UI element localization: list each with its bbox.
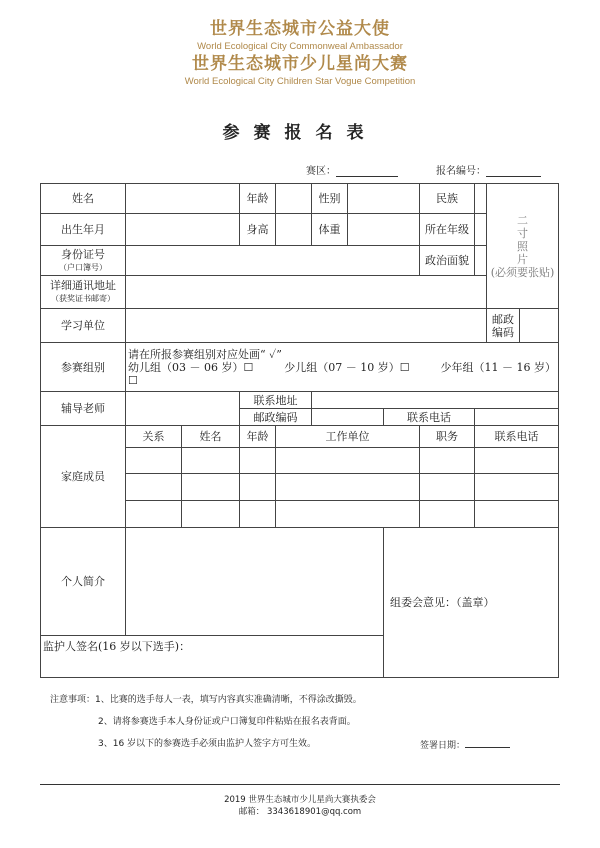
family-cell[interactable] — [276, 448, 420, 474]
group-teen-option[interactable]: 少年组（11 － 16 岁） — [440, 360, 556, 374]
tutor-postcode-label: 邮政编码 — [240, 409, 312, 426]
family-label: 家庭成员 — [41, 426, 126, 528]
ethnicity-field[interactable] — [475, 184, 487, 214]
weight-label: 体重 — [312, 214, 348, 246]
birth-field[interactable] — [126, 214, 240, 246]
contact-address-field[interactable] — [312, 392, 559, 409]
registration-number-label: 报名编号： — [436, 166, 486, 177]
weight-field[interactable] — [348, 214, 420, 246]
committee-opinion-label: 组委会意见：（盖章） — [390, 596, 495, 609]
address-label — [41, 276, 126, 309]
tutor-phone-field[interactable] — [475, 409, 559, 426]
school-field[interactable] — [126, 309, 487, 343]
header — [0, 18, 600, 88]
note-1: 注意事项：1、比赛的选手每人一表，填写内容真实准确清晰，不得涂改撕毁。 — [50, 695, 362, 705]
grade-label: 所在年级 — [420, 214, 475, 246]
family-header-name: 姓名 — [182, 426, 240, 448]
photo-box[interactable] — [487, 184, 559, 309]
family-cell[interactable] — [276, 501, 420, 528]
family-cell[interactable] — [240, 474, 276, 501]
family-cell[interactable] — [475, 474, 559, 501]
note-3: 3、16 岁以下的参赛选手必须由监护人签字方可生效。 — [98, 739, 317, 749]
form-title: 参赛报名表 — [222, 123, 378, 143]
guardian-signature-label: 监护人签名(16 岁以下选手)： — [43, 640, 191, 653]
birth-label: 出生年月 — [41, 214, 126, 246]
sign-date-label: 签署日期： — [420, 741, 466, 751]
height-label: 身高 — [240, 214, 276, 246]
photo-char-4: 片 — [517, 252, 528, 266]
id-number-hint: （户口簿号） — [59, 262, 107, 272]
header-title-en: World Ecological City Commonweal Ambassador — [197, 41, 403, 52]
family-cell[interactable] — [420, 501, 475, 528]
school-label: 学习单位 — [41, 309, 126, 343]
committee-opinion[interactable] — [384, 528, 559, 678]
name-label: 姓名 — [41, 184, 126, 214]
tutor-label: 辅导老师 — [41, 392, 126, 426]
address-hint: （获奖证书邮寄） — [51, 294, 115, 303]
photo-note: (必须要张贴) — [490, 265, 555, 279]
family-header-work: 工作单位 — [276, 426, 420, 448]
group-teen-checkbox[interactable]: ☐ — [128, 373, 138, 387]
family-header-age: 年龄 — [240, 426, 276, 448]
politics-label: 政治面貌 — [420, 246, 475, 276]
id-number-field[interactable] — [126, 246, 420, 276]
family-cell[interactable] — [126, 501, 182, 528]
family-cell[interactable] — [240, 501, 276, 528]
family-cell[interactable] — [276, 474, 420, 501]
grade-field[interactable] — [475, 214, 487, 246]
age-label: 年龄 — [240, 184, 276, 214]
family-cell[interactable] — [182, 474, 240, 501]
tutor-field[interactable] — [126, 392, 240, 426]
group-instruction: 请在所报参赛组别对应处画“ ✓” — [128, 347, 282, 361]
footer-email: 邮箱： 3343618901@qq.com — [238, 807, 362, 817]
politics-field[interactable] — [475, 246, 487, 276]
footer — [0, 794, 600, 818]
notes — [50, 689, 362, 755]
footer-divider — [40, 784, 560, 785]
group-junior-option[interactable]: 少儿组（07 － 10 岁）☐ — [284, 360, 410, 374]
photo-char-3: 照 — [517, 239, 528, 253]
gender-field[interactable] — [348, 184, 420, 214]
photo-char-1: 二 — [517, 213, 528, 227]
family-cell[interactable] — [420, 448, 475, 474]
registration-form — [40, 183, 559, 678]
postcode-field[interactable] — [520, 309, 559, 343]
name-field[interactable] — [126, 184, 240, 214]
bio-label: 个人简介 — [41, 528, 126, 636]
family-header-phone: 联系电话 — [475, 426, 559, 448]
family-cell[interactable] — [475, 448, 559, 474]
tutor-phone-label: 联系电话 — [384, 409, 475, 426]
contact-address-label: 联系地址 — [240, 392, 312, 409]
id-number-label-text: 身份证号 — [61, 247, 105, 261]
header-title-cn: 世界生态城市公益大使 — [210, 19, 390, 39]
division-field[interactable] — [306, 162, 398, 177]
family-cell[interactable] — [420, 474, 475, 501]
group-young-option[interactable]: 幼儿组（03 － 06 岁）☐ — [128, 360, 254, 374]
footer-org: 2019 世界生态城市少儿星尚大赛执委会 — [224, 795, 376, 805]
postcode-label: 邮政编码 — [487, 309, 520, 343]
family-cell[interactable] — [475, 501, 559, 528]
registration-number-field[interactable] — [436, 162, 541, 177]
address-field[interactable] — [126, 276, 487, 309]
age-field[interactable] — [276, 184, 312, 214]
family-cell[interactable] — [126, 448, 182, 474]
family-cell[interactable] — [240, 448, 276, 474]
tutor-postcode-field[interactable] — [312, 409, 384, 426]
address-label-text: 详细通讯地址 — [50, 279, 116, 292]
gender-label: 性别 — [312, 184, 348, 214]
sign-date[interactable] — [420, 738, 510, 751]
family-cell[interactable] — [182, 448, 240, 474]
header-subtitle-cn: 世界生态城市少儿星尚大赛 — [192, 54, 408, 74]
division-label: 赛区： — [306, 166, 336, 177]
height-field[interactable] — [276, 214, 312, 246]
id-number-label — [41, 246, 126, 276]
family-header-relation: 关系 — [126, 426, 182, 448]
family-cell[interactable] — [182, 501, 240, 528]
group-label: 参赛组别 — [41, 343, 126, 392]
photo-char-2: 寸 — [517, 226, 528, 240]
bio-field[interactable] — [126, 528, 384, 636]
ethnicity-label: 民族 — [420, 184, 475, 214]
header-subtitle-en: World Ecological City Children Star Vogue Competition — [184, 76, 416, 87]
family-header-position: 职务 — [420, 426, 475, 448]
note-2: 2、请将参赛选手本人身份证或户口簿复印件粘贴在报名表背面。 — [98, 717, 356, 727]
guardian-signature-field[interactable] — [41, 636, 384, 678]
family-cell[interactable] — [126, 474, 182, 501]
group-options[interactable] — [126, 343, 559, 392]
